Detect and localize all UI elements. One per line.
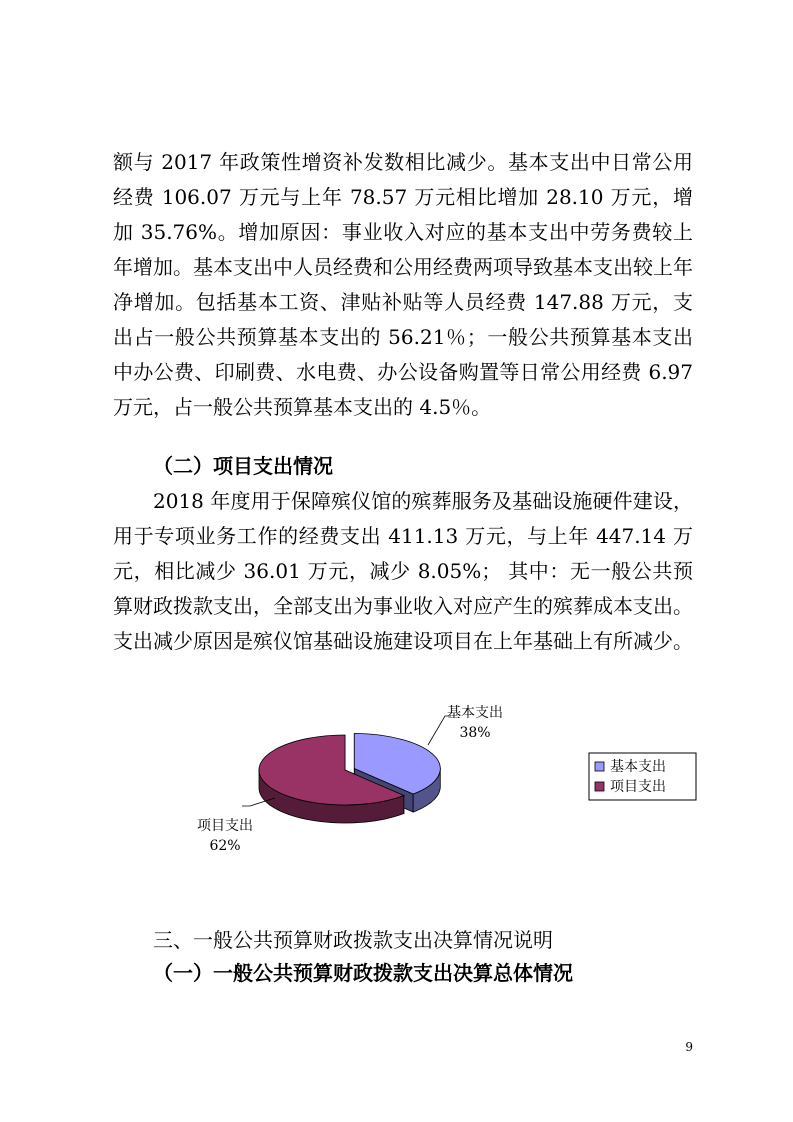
- pie-group: [259, 734, 440, 823]
- legend-label-1: 基本支出: [610, 759, 666, 775]
- section-subtitle-general-budget-overall: （一）一般公共预算财政拨款支出决算总体情况: [153, 961, 573, 985]
- legend-label-2: 项目支出: [610, 779, 666, 795]
- pie-label-value-2: 62%: [209, 838, 241, 854]
- paragraph-budget-basic-expenditure: 额与 2017 年政策性增资补发数相比减少。基本支出中日常公用经费 106.07 万元与上年 78.57 万元相比增加 28.10 万元，增加 35.76%。增加原因：事业收入对应的基本支出中劳务费较上年增加。基本支出中人员经费和公用经费两项导致基本支出较上年净增加。包括基本工资、津贴补贴等人员经费 147.88 万元，支出占一般公共预算基本支出的 56.21％；一般公共预算基本支出中办公费、印刷费、水电费、办公设备购置等日常公用经费 6.97 万元，占一般公共预算基本支出的 4.5％。: [113, 150, 693, 419]
- legend-swatch-2: [595, 782, 604, 791]
- section-title-general-budget: 三、一般公共预算财政拨款支出决算情况说明: [153, 928, 553, 952]
- pie-label-value-1: 38%: [459, 725, 491, 741]
- expenditure-pie-chart: [180, 690, 720, 880]
- pie-label-name-2: 项目支出: [197, 818, 253, 834]
- subheading-project-expenditure: （二）项目支出情况: [153, 454, 333, 478]
- page-number: 9: [685, 1040, 693, 1054]
- chart-legend: [589, 753, 696, 800]
- legend-swatch-1: [595, 762, 604, 771]
- pie-label-name-1: 基本支出: [447, 705, 503, 721]
- paragraph-project-expenditure: 2018 年度用于保障殡仪馆的殡葬服务及基础设施硬件建设，用于专项业务工作的经费支出 411.13 万元，与上年 447.14 万元，相比减少 36.01 万元，减少 8.05%； 其中：无一般公共预算财政拨款支出，全部支出为事业收入对应产生的殡葬成本支出。支出减少原因是殡仪馆基础设施建设项目在上年基础上有所减少。: [113, 489, 693, 653]
